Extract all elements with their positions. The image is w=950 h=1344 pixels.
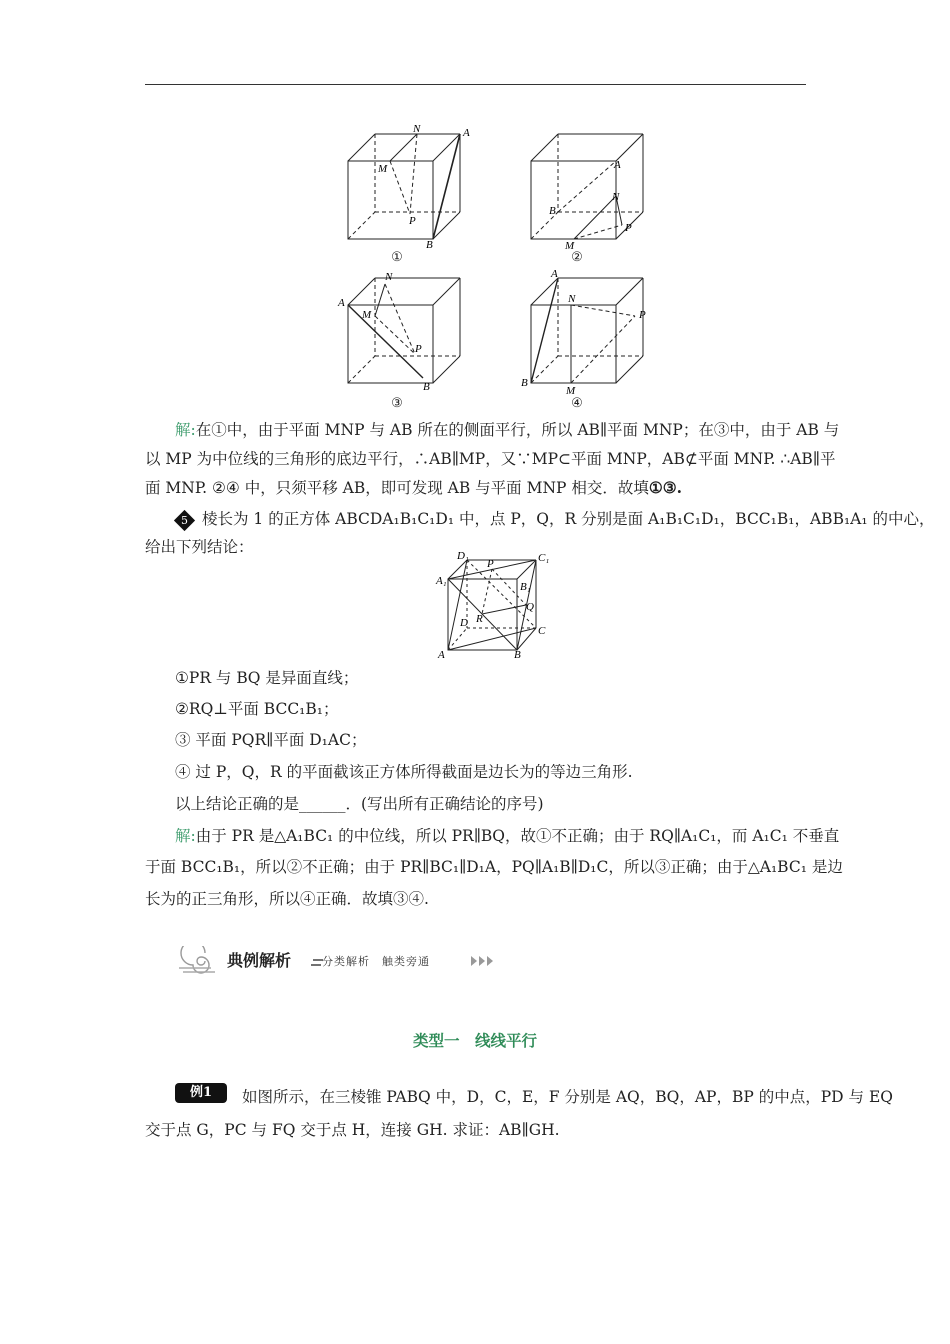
fig3-label-m: M	[362, 309, 372, 321]
figure-cube-2	[518, 124, 658, 254]
cube5-label-b: B	[514, 649, 521, 660]
solution4-answer: ①③.	[648, 478, 683, 497]
chevrons-icon	[471, 956, 493, 966]
fig2-label-a: A	[614, 159, 621, 171]
fig4-label-a: A	[551, 268, 558, 280]
fig2-label-b: B	[549, 205, 556, 217]
fig1-label-n: N	[413, 124, 421, 135]
solution4-line1: 解:在①中，由于平面 MNP 与 AB 所在的侧面平行，所以 AB∥平面 MNP；在③中，由于 AB 与	[175, 421, 840, 439]
fig4-label-n: N	[568, 293, 576, 305]
banner-subtitle: 分类解析 触类旁通	[322, 955, 430, 968]
fig2-caption: ②	[571, 250, 583, 265]
cube5-label-a: A	[438, 649, 445, 660]
cube5-label-d: D	[460, 617, 468, 629]
fig2-label-p: P	[625, 222, 632, 234]
fig4-label-p: P	[639, 309, 646, 321]
fig1-label-m: M	[378, 163, 388, 175]
solution5-line1: 解:由于 PR 是△A₁BC₁ 的中位线，所以 PR∥BQ，故①不正确；由于 RQ∥A₁C₁，而 A₁C₁ 不垂直	[175, 827, 840, 845]
fig3-label-b: B	[423, 381, 430, 393]
fig2-label-m: M	[565, 240, 575, 252]
fig3-label-n: N	[385, 271, 393, 283]
fig1-label-a: A	[463, 127, 470, 139]
cube5-label-d1: D₁	[457, 550, 469, 562]
banner-title: 典例解析	[227, 951, 292, 970]
fig4-label-b: B	[521, 377, 528, 389]
problem5-conclusion-3: ③ 平面 PQR∥平面 D₁AC；	[175, 731, 367, 749]
example1-line2: 交于点 G，PC 与 FQ 交于点 H，连接 GH. 求证：AB∥GH.	[145, 1121, 560, 1139]
fig3-label-p: P	[415, 343, 422, 355]
problem5-conclusion-2: ②RQ⊥平面 BCC₁B₁；	[175, 700, 339, 718]
figure-cube-3	[335, 268, 475, 398]
header-rule	[145, 84, 806, 85]
cube5-label-c: C	[538, 625, 546, 637]
figure-cube-5	[432, 548, 552, 660]
problem5-question: 以上结论正确的是______．(写出所有正确结论的序号)	[175, 795, 544, 813]
problem5-conclusion-1: ①PR 与 BQ 是异面直线；	[175, 669, 359, 687]
section-title: 类型一 线线平行	[412, 1031, 537, 1050]
solution5-label: 解:	[175, 827, 196, 845]
fig3-caption: ③	[391, 396, 403, 411]
example1-line1: 如图所示，在三棱锥 PABQ 中，D，C，E，F 分别是 AQ，BQ，AP，BP 的中点，PD 与 EQ	[242, 1088, 893, 1106]
problem5-line2: 给出下列结论：	[145, 538, 254, 556]
solution4-line3: 面 MNP. ②④ 中，只须平移 AB，即可发现 AB 与平面 MNP 相交．故填①③.	[145, 478, 683, 497]
cube5-label-p: P	[487, 558, 494, 570]
fig4-label-m: M	[566, 385, 576, 397]
problem5-number-badge: 5	[174, 509, 195, 530]
spiral-icon	[179, 946, 215, 973]
cube5-label-c1: C₁	[538, 552, 550, 564]
fig1-label-p: P	[409, 215, 416, 227]
cube5-label-r: R	[476, 613, 483, 625]
cube5-label-b1: B₁	[520, 581, 531, 593]
problem5-conclusion-4: ④ 过 P，Q，R 的平面截该正方体所得截面是边长为的等边三角形.	[175, 763, 633, 781]
cube5-label-q: Q	[526, 601, 534, 613]
solution5-line3: 长为的正三角形，所以④正确．故填③④.	[145, 890, 429, 908]
solution4-label: 解:	[175, 421, 196, 439]
fig3-label-a: A	[338, 297, 345, 309]
fig1-label-b: B	[426, 239, 433, 249]
figure-cube-1	[335, 124, 475, 249]
fig4-caption: ④	[571, 396, 583, 411]
example-badge: 例1	[175, 1083, 227, 1103]
problem5-line1: 5 棱长为 1 的正方体 ABCDA₁B₁C₁D₁ 中，点 P，Q，R 分别是面 A₁B₁C₁D₁，BCC₁B₁，ABB₁A₁ 的中心，	[177, 509, 935, 529]
fig2-label-n: N	[612, 191, 620, 203]
solution4-line2: 以 MP 为中位线的三角形的底边平行，∴AB∥MP，又∵MP⊂平面 MNP，AB⊄平面 MNP. ∴AB∥平	[145, 450, 836, 468]
solution5-line2: 于面 BCC₁B₁，所以②不正确；由于 PR∥BC₁∥D₁A，PQ∥A₁B∥D₁C，所以③正确；由于△A₁BC₁ 是边	[145, 858, 843, 876]
section-banner	[175, 946, 505, 976]
cube5-label-a1: A₁	[436, 575, 447, 587]
fig1-caption: ①	[391, 250, 403, 265]
figure-cube-4	[518, 268, 658, 398]
